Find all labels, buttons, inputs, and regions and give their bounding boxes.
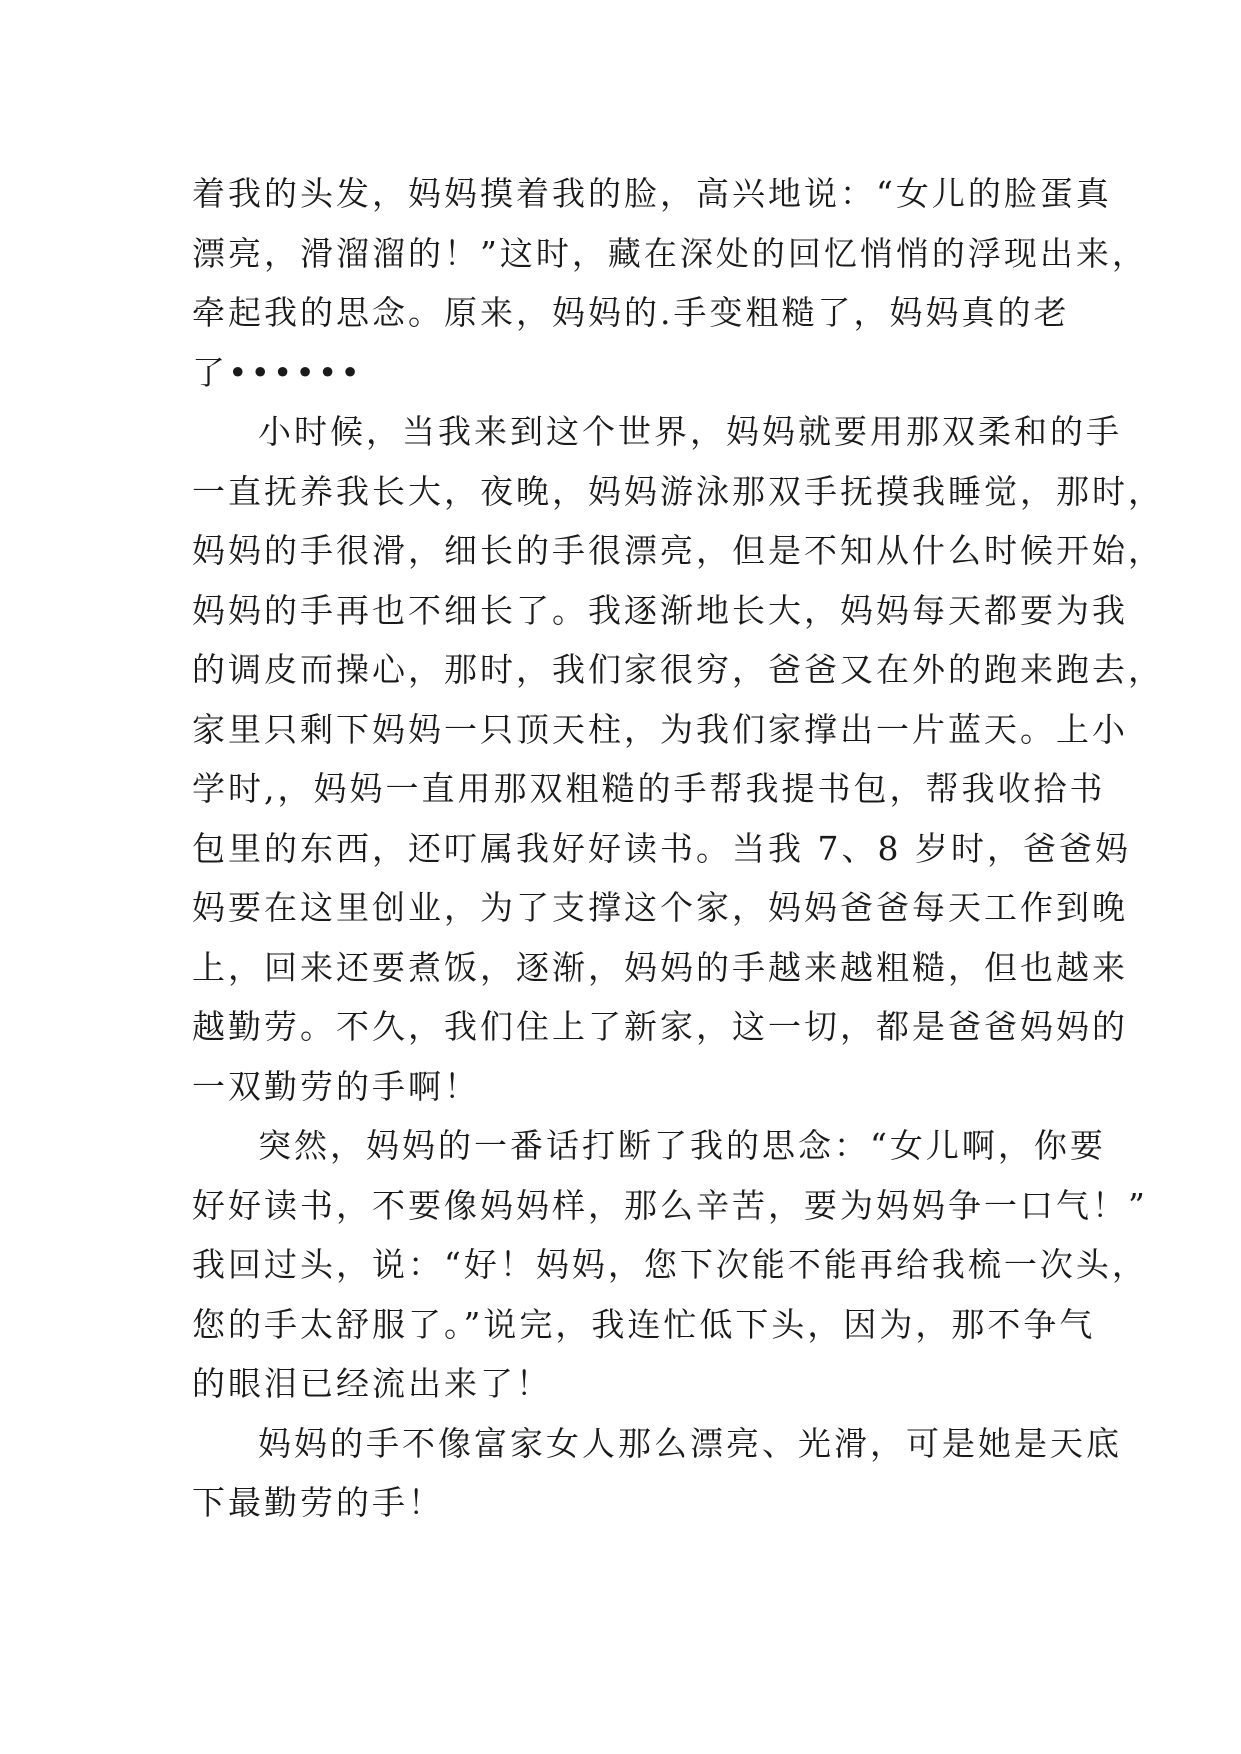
body-text	[192, 164, 1164, 1533]
text-line: 漂亮，滑溜溜的！”这时，藏在深处的回忆悄悄的浮现出来，	[192, 233, 1148, 273]
text-line: 牵起我的思念。原来，妈妈的.手变粗糙了，妈妈真的老	[192, 293, 1070, 332]
text-line: 妈妈的手很滑，细长的手很漂亮，但是不知从什么时候开始，	[192, 531, 1164, 570]
text-line: 越勤劳。不久，我们住上了新家，这一切，都是爸爸妈妈的	[192, 1007, 1128, 1046]
text-line: 妈要在这里创业，为了支撑这个家，妈妈爸爸每天工作到晚	[192, 888, 1128, 927]
text-line: 我回过头，说：“好！妈妈，您下次能不能再给我梳一次头，	[192, 1245, 1148, 1284]
text-line: 上，回来还要煮饭，逐渐，妈妈的手越来越粗糙，但也越来	[192, 947, 1128, 987]
text-line: 妈妈的手再也不细长了。我逐渐地长大，妈妈每天都要为我	[192, 590, 1128, 630]
paragraph-start-line: 妈妈的手不像富家女人那么漂亮、光滑，可是她是天底	[258, 1423, 1122, 1463]
text-line: 下最勤劳的手！	[192, 1483, 444, 1522]
text-line: 好好读书，不要像妈妈样，那么辛苦，要为妈妈争一口气！”	[192, 1185, 1148, 1225]
paragraph-start-line: 突然，妈妈的一番话打断了我的思念：“女儿啊，你要	[258, 1126, 1106, 1165]
text-line: 一双勤劳的手啊！	[192, 1066, 480, 1106]
text-line: 的眼泪已经流出来了！	[192, 1364, 552, 1403]
text-line: 着我的头发，妈妈摸着我的脸，高兴地说：“女儿的脸蛋真	[192, 174, 1112, 213]
text-line: 包里的东西，还叮属我好好读书。当我 7、8 岁时，爸爸妈	[192, 828, 1131, 868]
text-line: 一直抚养我长大，夜晚，妈妈游泳那双手抚摸我睡觉，那时，	[192, 471, 1164, 511]
paragraph-start-line: 小时候，当我来到这个世界，妈妈就要用那双柔和的手	[258, 412, 1122, 451]
text-line: 学时,，妈妈一直用那双粗糙的手帮我提书包，帮我收拾书	[192, 769, 1106, 808]
text-line: 了••••••	[192, 352, 363, 392]
text-line: 家里只剩下妈妈一只顶天柱，为我们家撑出一片蓝天。上小	[192, 709, 1128, 749]
text-line: 的调皮而操心，那时，我们家很穷，爸爸又在外的跑来跑去，	[192, 650, 1164, 689]
text-line: 您的手太舒服了。”说完，我连忙低下头，因为，那不争气	[192, 1304, 1096, 1344]
